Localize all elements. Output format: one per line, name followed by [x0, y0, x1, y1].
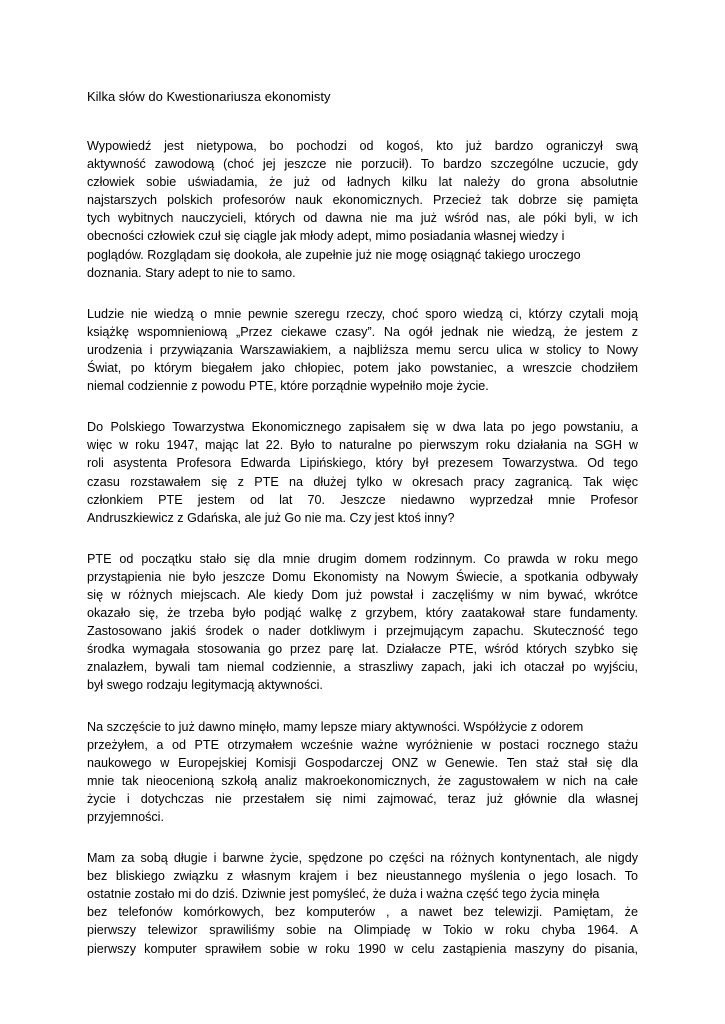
text-line: ostatnie zostało mi do dziś. Dziwnie jest pomyśleć, że duża i ważna część tego życia minęła: [87, 887, 600, 902]
text-line: aktywność zawodową (choć jej jeszcze nie porzucił). To bardzo szczególne uczucie, gdy: [87, 157, 638, 172]
text-line: człowiek sobie uświadamia, że już od ładnych kilku lat należy do grona absolutnie: [87, 175, 638, 190]
text-line: Do Polskiego Towarzystwa Ekonomicznego zapisałem się w dwa lata po jego powstaniu, a: [87, 420, 638, 435]
text-line: przyjemności.: [87, 810, 164, 824]
text-line: Ludzie nie wiedzą o mnie pewnie szeregu rzeczy, choć sporo wiedzą ci, którzy czytali moją: [87, 306, 638, 321]
text-line: bez telefonów komórkowych, bez komputerów , a nawet bez telewizji. Pamiętam, że: [87, 905, 638, 920]
text-line: Świat, po którym biegałem jako chłopiec, potem jako powstaniec, a wreszcie chodziłem: [87, 361, 638, 376]
text-line: Wypowiedź jest nietypowa, bo pochodzi od kogoś, kto już bardzo ograniczył swą: [87, 139, 638, 153]
text-line: Andruszkiewicz z Gdańska, ale już Go nie ma. Czy jest ktoś inny?: [87, 510, 455, 525]
paragraph-1: [87, 137, 638, 282]
text-line: naukowego w Europejskiej Komisji Gospodarczej ONZ w Genewie. Ten staż stał się dla: [87, 755, 638, 770]
text-line: członkiem PTE jestem od lat 70. Jeszcze niedawno wyprzedzał mnie Profesor: [87, 492, 638, 507]
text-line: był swego rodzaju legitymacją aktywności.: [87, 678, 323, 693]
paragraph-4: [87, 550, 638, 695]
text-line: Na szczęście to już dawno minęło, mamy lepsze miary aktywności. Współżycie z odorem: [87, 719, 584, 734]
text-line: okazało się, że trzeba było podjąć walkę z grzybem, który zaatakował stare fundamenty.: [87, 606, 638, 621]
text-line: PTE od początku stało się dla mnie drugim domem rodzinnym. Co prawda w roku mego: [87, 551, 638, 566]
text-line: najstarszych polskich profesorów nauk ekonomicznych. Przecież tak dobrze się pamięta: [87, 193, 638, 208]
text-line: pierwszy telewizor sprawiliśmy sobie na Olimpiadę w Tokio w roku chyba 1964. A: [87, 923, 638, 938]
text-line: znalazłem, bywali tam niemal codziennie, a straszliwy zapach, jaki ich otaczał po wyjściu,: [87, 660, 638, 675]
text-line: Zastosowano jakiś środek o nader dotkliwym i przejmującym zapachu. Skuteczność tego: [87, 624, 638, 639]
paragraph-5: [87, 718, 638, 827]
text-line: pierwszy komputer sprawiłem sobie w roku 1990 w celu zastąpienia maszyny do pisania,: [87, 941, 638, 956]
text-line: roli asystenta Profesora Edwarda Lipińskiego, który był prezesem Towarzystwa. Od tego: [87, 456, 638, 471]
text-line: środka wymagała stosowania go przez parę lat. Działacze PTE, wśród których szybko się: [87, 642, 638, 657]
text-line: doznania. Stary adept to nie to samo.: [87, 265, 296, 280]
paragraph-2: [87, 305, 638, 395]
text-line: życie i dotychczas nie przestałem się nimi zajmować, teraz już głównie dla własnej: [87, 791, 638, 806]
text-line: bez bliskiego związku z własnym krajem i bez nieustannego myślenia o jego losach. To: [87, 869, 638, 884]
text-line: przeżyłem, a od PTE otrzymałem wcześnie ważne wyróżnienie w postaci rocznego stażu: [87, 737, 638, 752]
text-line: tych wybitnych nauczycieli, których od dawna nie ma już wśród nas, ale póki byli, w ich: [87, 211, 638, 226]
text-line: więc w roku 1947, mając lat 22. Było to naturalne po pierwszym roku działania na SGH w: [87, 438, 638, 453]
text-line: czasu rozstawałem się z PTE na dłużej tylko w okresach pracy zagranicą. Tak więc: [87, 474, 638, 489]
document-title: Kilka słów do Kwestionariusza ekonomisty: [87, 89, 331, 104]
text-line: się w różnych miejscach. Ale kiedy Dom już powstał i zaczęliśmy w nim bywać, wkrótce: [87, 587, 638, 602]
text-line: przystąpienia nie było jeszcze Domu Ekonomisty na Nowym Świecie, a spotkania odbywały: [87, 569, 638, 584]
paragraph-3: [87, 418, 638, 527]
text-line: poglądów. Rozglądam się dookoła, ale zupełnie już nie mogę osiągnąć takiego uroczego: [87, 247, 581, 262]
text-line: urodzenia i przywiązania Warszawiakiem, a najbliższa memu sercu ulica w stolicy to Nowy: [87, 342, 638, 357]
text-line: Mam za sobą długie i barwne życie, spędzone po części na różnych kontynentach, ale nigdy: [87, 851, 638, 866]
text-line: niemal codziennie z powodu PTE, które porządnie wypełniło moje życie.: [87, 379, 489, 394]
text-line: obecności człowiek czuł się ciągle jak młody adept, mimo posiadania własnej wiedzy i: [87, 229, 565, 244]
document-body: [87, 137, 638, 981]
text-line: książkę wspomnieniową „Przez ciekawe czasy”. Na ogół jednak nie wiedzą, że jestem z: [87, 324, 638, 339]
paragraph-6: [87, 849, 638, 958]
text-line: mnie tak nieocenioną szkołą analiz makroekonomicznych, że zagustowałem w nich na całe: [87, 773, 638, 788]
